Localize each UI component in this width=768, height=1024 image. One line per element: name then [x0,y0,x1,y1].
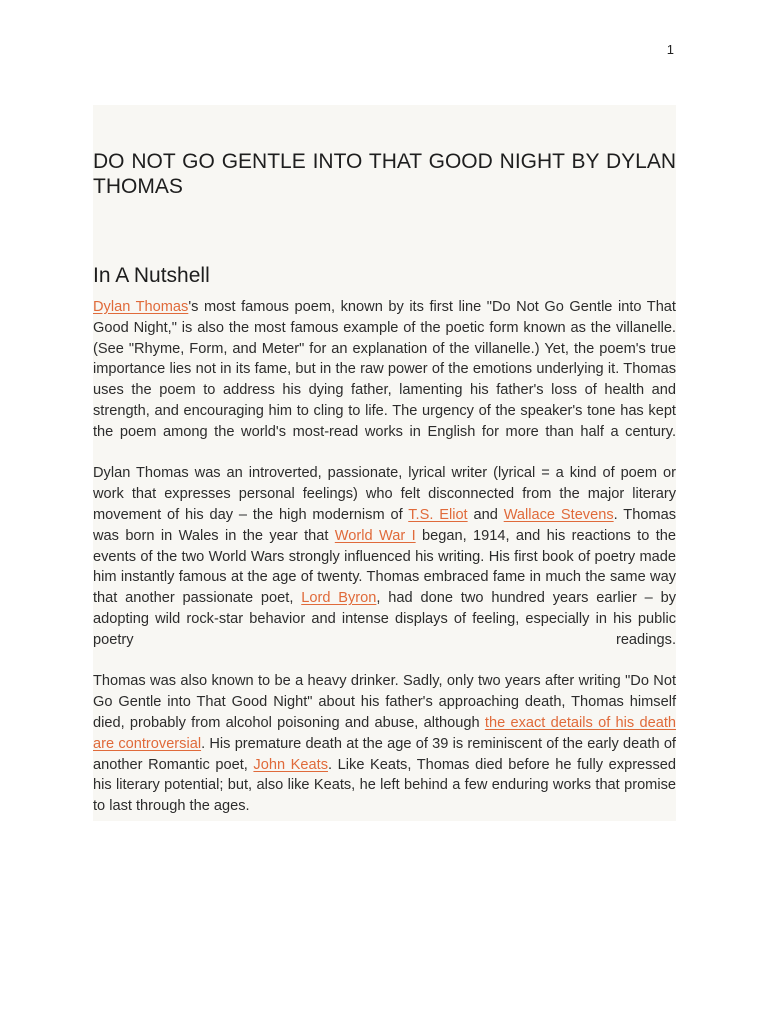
paragraph-1 [93,297,676,443]
paragraph-2-text-5: , had done two hundred years earlier – by adopting wild rock-star behavior and intense displays of feeling, especially in his public poetry readings. [93,590,676,648]
link-lord-byron[interactable]: Lord Byron [301,590,377,607]
page-number: 1 [666,42,674,57]
paragraph-3-text-1: Thomas was also known to be a heavy drinker. Sadly, only two years after writing "Do Not Go Gentle into That Good Night" about his father's approaching death, Thomas himself died, probably from alcohol poisoning and abuse, although [93,673,676,731]
section-heading: In A Nutshell [93,264,210,287]
paragraph-3 [93,671,676,821]
article-content [93,105,676,821]
document-title: DO NOT GO GENTLE INTO THAT GOOD NIGHT BY DYLAN THOMAS [93,150,676,198]
paragraph-3-text-2: . His premature death at the age of 39 is reminiscent of the early death of another Romantic poet, [93,735,676,773]
link-wallace-stevens[interactable]: Wallace Stevens [503,506,614,523]
paragraph-1-text: 's most famous poem, known by its first line "Do Not Go Gentle into That Good Night," is also the most famous example of the poetic form known as the villanelle. (See "Rhyme, Form, and Meter" for an explanation of the villanelle.) Yet, the poem's true importance lies not in its fame, but in the raw power of the emotions underlying it. Thomas uses the poem to address his dying father, lamenting his father's loss of health and strength, and encouraging him to cling to life. The urgency of the speaker's tone has kept the poem among the world's most-read works in English for more than half a century. [93,299,676,440]
paragraph-2-text-1: Dylan Thomas was an introverted, passionate, lyrical writer (lyrical = a kind of poem or work that expresses personal feelings) who felt disconnected from the major literary movement of his day – the high modernism of [93,465,676,523]
paragraph-2-text-4: began, 1914, and his reactions to the events of the two World Wars strongly influenced his writing. His first book of poetry made him instantly famous at the age of twenty. Thomas embraced fame in much the same way that another passionate poet, [93,527,677,607]
link-world-war-i[interactable]: World War I [334,527,416,544]
paragraph-2-text-2: and [467,506,504,523]
paragraph-2 [93,463,676,650]
link-john-keats[interactable]: John Keats [253,756,328,773]
link-dylan-thomas[interactable]: Dylan Thomas [93,299,189,315]
link-ts-eliot[interactable]: T.S. Eliot [408,506,468,523]
link-death-details[interactable]: the exact details of his death are controversial [93,714,677,752]
paragraph-2-text-3: . Thomas was born in Wales in the year that [93,506,676,544]
paragraph-3-text-3: . Like Keats, Thomas died before he fully expressed his literary potential; but, also like Keats, he left behind a few enduring works that promise to last through the ages. [93,756,676,815]
